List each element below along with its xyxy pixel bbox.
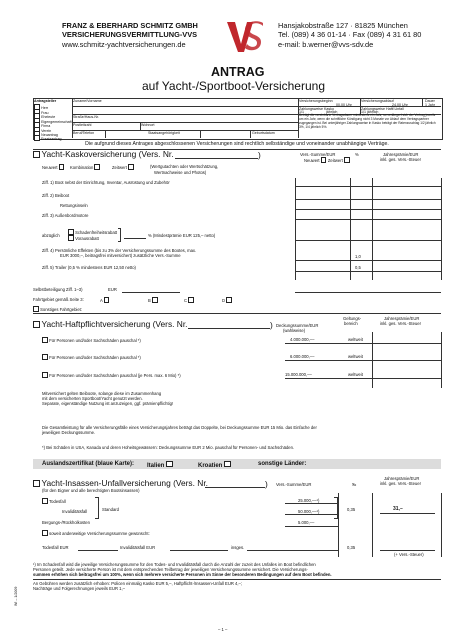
haft-note2: mit dem versicherten Sportboot/Yacht genutzt werden. — [42, 396, 143, 401]
checkbox-icon — [68, 235, 74, 241]
unfall-row3-sum: 5.000,–– — [298, 520, 315, 525]
haft-sum-sub: (wahlweise) — [283, 328, 306, 333]
duration-label: Versicherungsablauf — [361, 98, 394, 103]
street-label: Straße/Haus-Nr. — [73, 114, 99, 119]
foreign-option-italien[interactable]: Italien — [147, 461, 174, 470]
company-phone: Tel. (089) 4 36 01-14 · Fax (089) 4 31 61 80 — [278, 30, 422, 39]
kasko-deduct-label: abzüglich — [42, 233, 60, 238]
kasko-item4-rate: 1,0 — [355, 254, 361, 259]
separate-contracts-notice: Die aufgrund dieses Antrages abgeschlossenen Versicherungen sind rechtlich selbständige und voneinander unabhängige Verträge. — [85, 141, 389, 147]
form-subtitle: auf Yacht-/Sportboot-Versicherung — [142, 79, 325, 93]
birthdate-label: Geburtsdatum — [252, 130, 275, 135]
kasko-item2: Ziff. 2) Beiboot — [42, 193, 70, 198]
unfall-tax-note: (+ Vers.-Steuer) — [394, 552, 424, 557]
haft-note3: Separate, eigenständige Nutzung ist anzuzeigen, ggf. prämienpflichtig! — [42, 401, 174, 406]
area-option-d[interactable]: D — [222, 297, 233, 303]
kasko-option-kombination[interactable]: Kombination — [70, 164, 102, 170]
checkbox-icon — [33, 321, 40, 328]
foreign-option-kroatien[interactable]: Kroatien — [198, 461, 232, 470]
haft-scope-label: Geltungs- — [343, 316, 362, 321]
kasko-sum-label: Vers.-Summe/EUR — [300, 152, 336, 157]
haft-premium-label: Jahresprämie/EUR — [384, 316, 420, 321]
unfall-title: Yacht-Insassen-Unfallversicherung (Vers. Nr. — [33, 479, 208, 488]
company-name-line1: FRANZ & EBERHARD SCHMITZ GMBH — [62, 21, 198, 30]
payment-val1: 1/1 — [299, 110, 304, 115]
unfall-row1[interactable]: Todesfall — [42, 498, 66, 504]
kasko-item4: Ziff. 4) Persönliche Effekten (bis zu 3% der Versicherungssumme des Bootes, max. — [42, 248, 197, 253]
deduct-brace — [118, 228, 121, 242]
haft-row2-sum: 6.000.000,–– — [290, 354, 315, 359]
city-label: Wohnort — [141, 122, 155, 127]
kasko-deduct2[interactable]: Vorausrabatt — [68, 235, 99, 241]
haft-note1: Mitversichert gelten Beiboote, solange diese im Zusammenhang — [42, 391, 162, 396]
unfall-permille: ‰ — [352, 482, 357, 487]
unfall-row5-rate: 0,35 — [347, 545, 356, 550]
kasko-options-note: (Wertgutachten oder Wertschätzung, — [150, 164, 219, 169]
postal-label: Postleitzahl — [73, 122, 92, 127]
haft-total1: Die Gesamtleistung für alle Versicherungsfälle eines Versicherungsjahres beträgt das Doppelte, bei Deckungssumme EUR 15 Mio. das Einfache der — [42, 425, 317, 430]
kasko-item2b: Rettungsinseln — [60, 203, 88, 208]
haft-row1[interactable]: Für Personen und/oder Sachschäden pauschal *) — [42, 337, 141, 343]
unfall-brace-right — [334, 497, 338, 519]
applicant-option-firma[interactable]: Firma — [34, 122, 50, 128]
kasko-title: Yacht-Kaskoversicherung (Vers. Nr. — [33, 150, 174, 159]
checkbox-icon — [42, 337, 48, 343]
kasko-premium-sub: inkl. ges. Vers.-Steuer — [380, 157, 421, 162]
page-number: – 1 – — [218, 627, 228, 632]
haft-footnote: *) Bei Schäden in USA, Kanada und deren Hoheitsgewässern: Deckungssumme EUR 2 Mio. pauschal für Personen- und Sachschäden. — [42, 445, 295, 450]
unfall-premium-sub: inkl. ges. Vers.-Steuer — [380, 481, 421, 486]
checkbox-icon — [68, 229, 74, 235]
name-input[interactable] — [73, 103, 297, 106]
haft-total2: jeweiligen Deckungssumme. — [42, 430, 96, 435]
applicant-option-herr[interactable]: Herr — [34, 104, 48, 110]
unfall-premium: 31,– — [393, 506, 403, 512]
unfall-note1: ¹) Im Schadenfall wird die jeweilige Versicherungssumme für den Todes- und Invaliditätsfall durch die Anzahl der zuzeit des Unfalles im Boot befindlichen — [33, 562, 316, 567]
applicant-option-eheleute[interactable]: Eheleute — [34, 113, 55, 119]
kasko-title-close: ) — [258, 150, 261, 160]
checkbox-icon — [42, 354, 48, 360]
kasko-option-neuwert[interactable]: Neuwert — [42, 164, 66, 170]
unfall-brace-left — [95, 497, 99, 519]
haft-row3-sum: 15.000.000,–– — [285, 372, 312, 377]
unfall-premium-label: Jahresprämie/EUR — [384, 476, 420, 481]
checkbox-icon — [321, 157, 327, 163]
unfall-title-close: ) — [265, 479, 268, 489]
unfall-row5c: insges. — [231, 545, 245, 550]
checkbox-icon — [33, 151, 40, 158]
vs-logo-icon — [225, 20, 265, 54]
name-label: Zuname/Vorname — [73, 98, 102, 103]
haft-title: Yacht-Haftpflichtversicherung (Vers. Nr. — [33, 320, 188, 329]
profession-label: Beruf/Telefon — [73, 130, 95, 135]
checkbox-icon — [128, 164, 134, 170]
haft-sum-label: Deckungssumme/EUR — [276, 323, 319, 328]
company-website: www.schmitz-yachtversicherungen.de — [62, 40, 186, 49]
start-time: 00.00 Uhr — [336, 102, 352, 107]
checkbox-icon — [226, 297, 232, 303]
checkbox-icon — [188, 297, 194, 303]
haft-row3[interactable]: Für Personen und/oder Sachschäden pauschal (je Pers. max. 6 Mio) *) — [42, 372, 181, 378]
unfall-row5a: Todesfall EUR — [42, 545, 69, 550]
duration-time: 24.00 Uhr — [392, 102, 408, 107]
haft-row2-scope: weltweit — [348, 354, 363, 359]
applicant-option-ersatzantrag[interactable]: Ersatzantrag — [34, 135, 61, 141]
unfall-row2-sum: 50.000,––¹) — [298, 509, 320, 514]
unfall-sum-label: Vers.-Summe/EUR — [276, 482, 312, 487]
unfall-note3: summen erhöhen sich beitragsfrei um 100%, wenn sich mehrere versicherte Personen im Sinne der besonderen Bedingungen auf dem Boot befinden. — [33, 572, 332, 577]
term-label: Dauer — [425, 98, 435, 103]
other-area-option[interactable]: Sonstiges Fahrtgebiet: — [33, 306, 82, 312]
checkbox-icon — [104, 297, 110, 303]
payment-val2: jährlich — [326, 110, 338, 115]
haft-row2[interactable]: Für Personen und/oder Sachschäden pauschal *) — [42, 354, 141, 360]
kasko-options-note2: Wertnachweise und Photos) — [154, 170, 207, 175]
area-option-c[interactable]: C — [184, 297, 195, 303]
haft-row1-sum: 4.000.000,–– — [290, 337, 315, 342]
kasko-self-label: Selbstbeteiligung Ziff. 1–3) — [33, 287, 83, 292]
checkbox-icon — [59, 164, 65, 170]
applicant-option-verein[interactable]: Verein — [34, 127, 51, 133]
fees-line1: An Gebühren werden zusätzlich erhoben: Policen einmalig Kasko EUR 5,–, Haftpflicht-/Insassen-Unfall EUR 4,–; — [33, 581, 243, 586]
kasko-item5: Ziff. 5) Trailer (0,5 % mindestens EUR 12,50 netto) — [42, 265, 136, 270]
haft-row1-scope: weltweit — [348, 337, 363, 342]
unfall-note2: Personen geteilt. Jede versicherte Person ist mit dem entsprechenden Teilbetrag der jeweiligen Versicherungssumme versichert. Die Versicherungs- — [33, 567, 308, 572]
foreign-option-sonstige[interactable]: sonstige Länder: — [258, 460, 307, 467]
checkbox-icon — [42, 372, 48, 378]
kasko-option-zeitwert[interactable]: Zeitwert — [112, 164, 135, 170]
company-name-line2: VERSICHERUNGSVERMITTLUNG-VVS — [62, 30, 198, 39]
area-option-b[interactable]: B — [148, 297, 159, 303]
kasko-item1: Ziff. 1) Boot nebst der Einrichtung, Inventar, Ausrüstung und Zubehör — [42, 180, 170, 185]
company-address: Hansjakobstraße 127 · 81825 München — [278, 21, 408, 30]
payment-label: Zahlungsweise Kasko — [299, 106, 334, 111]
kasko-deduct1[interactable]: Schadenfreiheitsrabatt — [68, 229, 117, 235]
unfall-row2: Invaliditätsfall — [62, 509, 88, 514]
payment-hp-label: Zahlungsweise Haftf.Unfall — [361, 106, 404, 111]
applicant-option-eigengemeinschaft[interactable]: Eigengemeinschaft — [34, 118, 72, 124]
unfall-row3: Bergungs-/Rückholkosten — [42, 520, 90, 525]
applicant-option-neuantrag[interactable]: Neuantrag — [34, 131, 58, 137]
term-value: 1 Jahr — [425, 102, 435, 107]
unfall-row4[interactable]: soweit anderweitige Versicherungssumme gewünscht: — [42, 530, 150, 536]
applicant-option-frau[interactable]: Frau — [34, 109, 48, 115]
kasko-deduct-note: % (Mindestprämie EUR 125,– netto) — [148, 233, 216, 238]
contract-note: Beträgt die vereinbarte Vertragsdauer mindestens ein Jahr, so verlängert sich der Vertrag jeweils um ein Jahr, wenn die schriftliche Kündigung nicht 3 Monate vor Ablauf dem Vertragspartner zugegangen ist. Bei unterjähriger Zahlungsweise in Kasko beträgt der Ratenzuschlag 1/2 jährlich 3%, 1/4 jährlich 5%. — [299, 113, 436, 129]
unfall-row5b: Invaliditätsfall EUR — [120, 545, 156, 550]
checkbox-icon — [42, 498, 48, 504]
kasko-item4b: EUR 3000,–, beitragsfrei mitversichert) zusätzliche Vers.-Summe — [60, 253, 181, 258]
checkbox-icon — [33, 306, 39, 312]
nationality-label: Staatsangehörigkeit — [148, 130, 180, 135]
start-label: Versicherungsbeginn — [299, 98, 333, 103]
checkbox-icon — [34, 135, 40, 141]
checkbox-icon — [152, 297, 158, 303]
unfall-subtitle: (für den Eigner und alle berechtigten Bootsinsassen) — [42, 488, 140, 493]
checkbox-icon — [94, 164, 100, 170]
company-logo — [225, 20, 265, 54]
foreign-label: Auslandszertifikat (blaue Karte): — [42, 460, 135, 467]
checkbox-icon — [166, 461, 173, 468]
checkbox-icon — [33, 480, 40, 487]
form-title: ANTRAG — [211, 65, 265, 79]
kasko-neuwert-option[interactable]: Neuwert Zeitwert — [304, 157, 351, 163]
kasko-premium-label: Jahresprämie/EUR — [383, 152, 419, 157]
unfall-row1-sum: 25.000,––¹) — [298, 498, 320, 503]
haft-title-close: ) — [270, 320, 273, 330]
kasko-item5-rate: 0,5 — [355, 265, 361, 270]
checkbox-icon — [344, 157, 350, 163]
unfall-standard: Standard — [102, 507, 119, 512]
checkbox-icon — [42, 530, 48, 536]
haft-scope-label2: bereich — [344, 321, 358, 326]
form-code: WI – 1/2009 — [14, 586, 18, 606]
haft-row3-scope: weltweit — [348, 372, 363, 377]
unfall-rate: 0,35 — [347, 507, 356, 512]
checkbox-icon — [224, 461, 231, 468]
company-email: e-mail: b.werner@vvs-sdv.de — [278, 40, 374, 49]
haft-premium-sub: inkl. ges. Vers.-Steuer — [380, 321, 421, 326]
applicant-label: Antragsteller — [34, 99, 57, 103]
kasko-self-eur: EUR — [108, 287, 117, 292]
payment-val3: 1/1 jährlich — [361, 110, 379, 115]
fees-line2: Nachträge und Folgerechnungen jeweils EUR 1,– — [33, 586, 125, 591]
kasko-area-label: Fahrtgebiet gemäß Seite 3: — [33, 297, 84, 302]
kasko-percent-label: % — [355, 152, 359, 157]
area-option-a[interactable]: A — [100, 297, 111, 303]
kasko-item3: Ziff. 3) Außenbordmotore — [42, 213, 89, 218]
